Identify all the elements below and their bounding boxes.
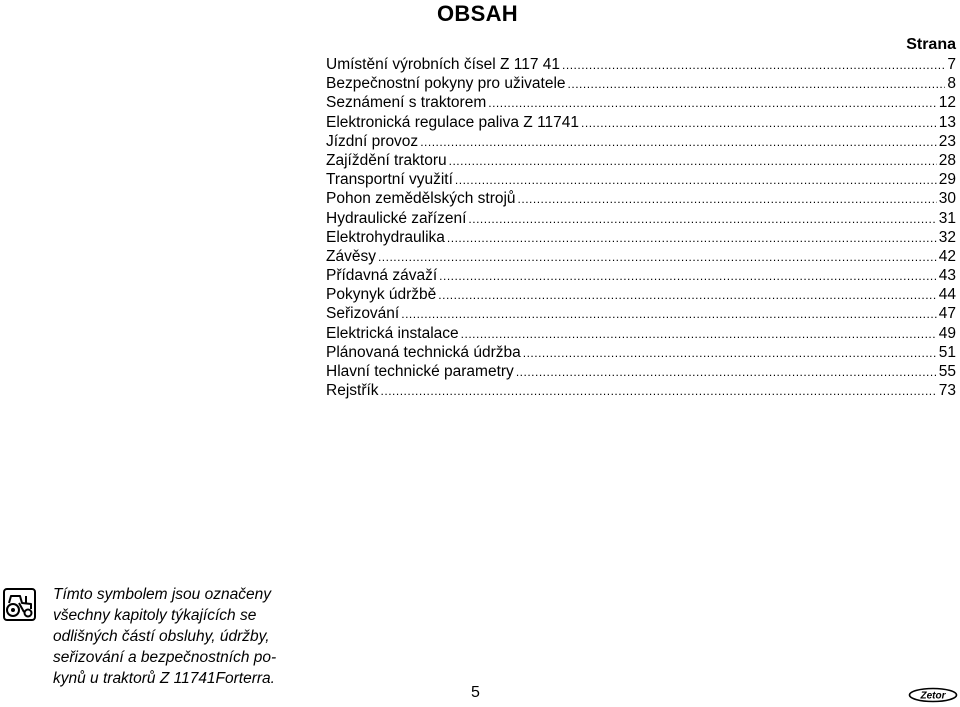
note-line: odlišných částí obsluhy, údržby, bbox=[53, 628, 270, 645]
toc-entry[interactable] bbox=[326, 55, 956, 74]
document-title: OBSAH bbox=[437, 1, 518, 26]
svg-text:Zetor: Zetor bbox=[920, 690, 946, 702]
toc-entry-label: Elektrohydraulika bbox=[326, 228, 445, 246]
dot-leader bbox=[438, 286, 936, 305]
toc-entry-label: Elektronická regulace paliva Z 11741 bbox=[326, 113, 580, 131]
note-line: všechny kapitoly týkajících se bbox=[53, 607, 257, 624]
toc-entry[interactable] bbox=[326, 209, 956, 228]
toc-entry-page: 73 bbox=[938, 382, 956, 400]
toc-entry[interactable] bbox=[326, 170, 956, 189]
symbol-note bbox=[53, 584, 297, 689]
toc-entry[interactable] bbox=[326, 247, 956, 266]
toc-entry-page: 51 bbox=[938, 343, 956, 361]
toc-entry-label: Přídavná závaží bbox=[326, 267, 438, 285]
toc-entry-label: Umístění výrobních čísel Z 117 41 bbox=[326, 56, 561, 73]
dot-leader bbox=[381, 382, 937, 401]
toc-entry-label: Závěsy bbox=[326, 247, 376, 265]
dot-leader bbox=[518, 190, 937, 209]
toc-entry-page: 47 bbox=[938, 305, 956, 323]
toc-entry-label: Jízdní provoz bbox=[326, 132, 419, 150]
note-line: Tímto symbolem jsou označeny bbox=[53, 586, 271, 603]
toc-entry-page: 31 bbox=[938, 209, 956, 227]
toc-entry-label: Pokynyk údržbě bbox=[326, 286, 437, 304]
toc-entry-page: 55 bbox=[938, 363, 956, 380]
toc-entry-page: 23 bbox=[938, 132, 956, 150]
dot-leader bbox=[447, 229, 937, 248]
note-line: kynů u traktorů Z 11741Forterra. bbox=[53, 670, 275, 687]
toc-entry-label: Bezpečnostní pokyny pro uživatele bbox=[326, 75, 566, 93]
dot-leader bbox=[581, 114, 937, 133]
toc-entry-label: Seřizování bbox=[326, 305, 400, 323]
toc-entry[interactable] bbox=[326, 151, 956, 170]
toc-entry[interactable] bbox=[326, 189, 956, 208]
page-number: 5 bbox=[471, 684, 480, 701]
toc-entry[interactable] bbox=[326, 343, 956, 362]
toc-entry[interactable] bbox=[326, 362, 956, 381]
dot-leader bbox=[455, 171, 937, 190]
toc-entry-page: 29 bbox=[938, 171, 956, 189]
toc-entry[interactable] bbox=[326, 381, 956, 400]
toc-entry[interactable] bbox=[326, 113, 956, 132]
toc-entry-label: Hlavní technické parametry bbox=[326, 363, 514, 380]
toc-entry-page: 13 bbox=[938, 113, 956, 131]
dot-leader bbox=[523, 344, 937, 363]
toc-entry[interactable] bbox=[326, 266, 956, 285]
toc-entry-label: Rejstřík bbox=[326, 382, 379, 400]
toc-entry[interactable] bbox=[326, 93, 956, 112]
toc-entry[interactable] bbox=[326, 285, 956, 304]
tractor-icon bbox=[3, 588, 36, 621]
dot-leader bbox=[449, 152, 937, 171]
toc-entry[interactable] bbox=[326, 304, 956, 323]
toc-entry-label: Hydraulické zařízení bbox=[326, 209, 467, 227]
toc-entry-label: Seznámení s traktorem bbox=[326, 94, 487, 112]
toc-entry[interactable] bbox=[326, 324, 956, 343]
toc-entry-page: 8 bbox=[947, 75, 956, 93]
dot-leader bbox=[516, 363, 937, 382]
toc-entry[interactable] bbox=[326, 74, 956, 93]
dot-leader bbox=[420, 133, 937, 152]
dot-leader bbox=[378, 248, 937, 267]
toc-entry-page: 12 bbox=[938, 94, 956, 112]
toc-entry-page: 43 bbox=[938, 267, 956, 285]
toc-entry-page: 30 bbox=[938, 190, 956, 208]
toc-entry[interactable] bbox=[326, 132, 956, 151]
note-line: seřizování a bezpečnostních po- bbox=[53, 649, 277, 666]
page-column-heading: Strana bbox=[906, 36, 956, 53]
toc-entry-label: Plánovaná technická údržba bbox=[326, 343, 521, 361]
zetor-logo bbox=[908, 687, 958, 703]
table-of-contents bbox=[326, 55, 956, 400]
toc-entry-label: Zajíždění traktoru bbox=[326, 151, 447, 169]
dot-leader bbox=[439, 267, 937, 286]
toc-entry-page: 44 bbox=[938, 286, 956, 304]
toc-entry-page: 42 bbox=[938, 247, 956, 265]
dot-leader bbox=[461, 325, 937, 344]
dot-leader bbox=[488, 94, 937, 113]
toc-entry-label: Transportní využití bbox=[326, 171, 453, 189]
toc-entry-page: 32 bbox=[938, 228, 956, 246]
toc-entry-page: 7 bbox=[947, 56, 956, 73]
toc-entry-label: Elektrická instalace bbox=[326, 324, 459, 342]
dot-leader bbox=[562, 56, 945, 75]
dot-leader bbox=[468, 210, 936, 229]
toc-entry-page: 28 bbox=[938, 151, 956, 169]
toc-entry-page: 49 bbox=[938, 324, 956, 342]
toc-entry[interactable] bbox=[326, 228, 956, 247]
dot-leader bbox=[568, 75, 946, 94]
toc-entry-label: Pohon zemědělských strojů bbox=[326, 190, 516, 208]
dot-leader bbox=[401, 305, 937, 324]
